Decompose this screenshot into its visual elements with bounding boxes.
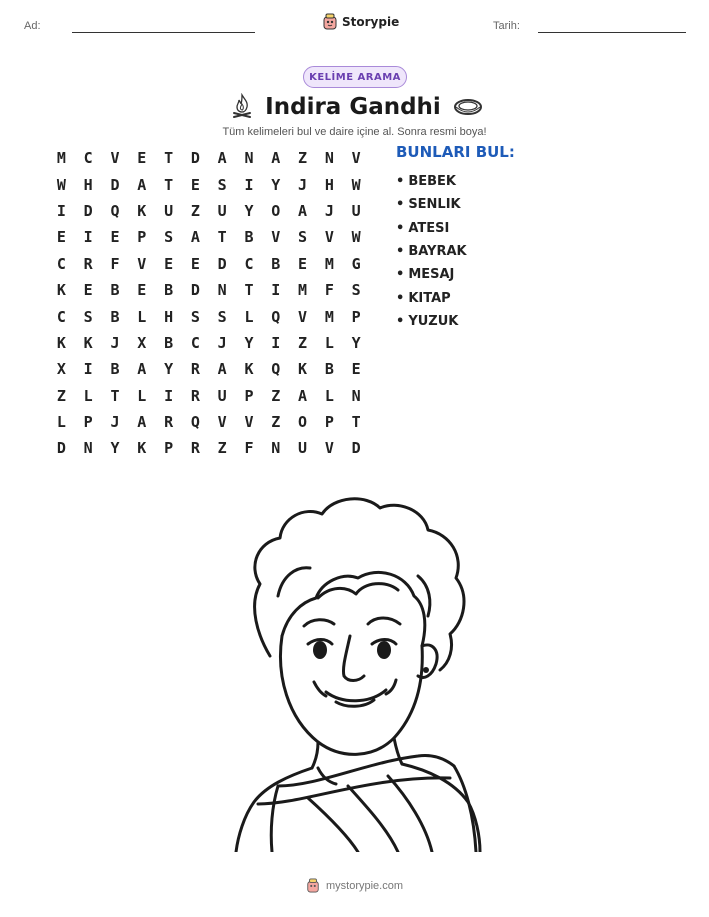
grid-letter[interactable]: E (164, 254, 174, 273)
grid-letter[interactable]: N (324, 149, 334, 168)
grid-letter[interactable]: L (324, 333, 334, 352)
word: YUZUK (408, 313, 459, 329)
grid-letter[interactable]: J (324, 201, 334, 220)
grid-letter[interactable]: S (351, 281, 361, 300)
grid-letter[interactable]: T (351, 413, 361, 432)
word: BEBEK (408, 174, 456, 190)
grid-letter[interactable]: V (271, 228, 281, 247)
grid-letter[interactable]: A (298, 201, 308, 220)
grid-letter[interactable]: Y (244, 333, 254, 352)
grid-letter[interactable]: Y (244, 201, 254, 220)
grid-letter[interactable]: V (298, 307, 308, 326)
grid-letter[interactable]: E (351, 360, 361, 379)
grid-letter[interactable]: B (164, 281, 174, 300)
date-line (538, 32, 686, 33)
grid-letter[interactable]: Z (298, 333, 308, 352)
grid-letter[interactable]: N (217, 281, 227, 300)
grid-letter[interactable]: D (217, 254, 227, 273)
grid-letter[interactable]: N (83, 439, 93, 458)
grid-row (48, 303, 370, 329)
grid-letter[interactable]: E (298, 254, 308, 273)
grid-letter[interactable]: T (110, 386, 120, 405)
grid-letter[interactable]: F (244, 439, 254, 458)
grid-letter[interactable]: Y (110, 439, 120, 458)
grid-letter[interactable]: D (190, 149, 200, 168)
grid-letter[interactable]: M (56, 149, 66, 168)
grid-letter[interactable]: C (244, 254, 254, 273)
grid-letter[interactable]: R (164, 413, 174, 432)
word-list-item (396, 193, 467, 216)
grid-letter[interactable]: U (217, 386, 227, 405)
grid-letter[interactable]: G (351, 254, 361, 273)
grid-row (48, 198, 370, 224)
bullet: • (396, 220, 405, 236)
grid-letter[interactable]: Z (56, 386, 66, 405)
word-list (396, 170, 467, 333)
grid-letter[interactable]: E (83, 281, 93, 300)
word-list-item (396, 217, 467, 240)
bullet: • (396, 313, 405, 329)
grid-letter[interactable]: D (190, 281, 200, 300)
grid-letter[interactable]: I (244, 175, 254, 194)
grid-letter[interactable]: J (110, 333, 120, 352)
page-title: Indira Gandhi (265, 94, 441, 120)
grid-letter[interactable]: A (137, 175, 147, 194)
grid-letter[interactable]: A (137, 413, 147, 432)
grid-letter[interactable]: N (244, 149, 254, 168)
instructions: Tüm kelimeleri bul ve daire içine al. Sonra resmi boya! (222, 126, 487, 138)
grid-letter[interactable]: B (324, 360, 334, 379)
grid-letter[interactable]: R (190, 360, 200, 379)
grid-letter[interactable]: U (298, 439, 308, 458)
grid-letter[interactable]: V (137, 254, 147, 273)
grid-row (48, 171, 370, 197)
brand-name: Storypie (342, 14, 400, 29)
grid-row (48, 277, 370, 303)
grid-letter[interactable]: D (110, 175, 120, 194)
name-line (72, 32, 255, 33)
grid-letter[interactable]: E (137, 281, 147, 300)
grid-letter[interactable]: I (83, 228, 93, 247)
activity-badge: KELİME ARAMA (303, 66, 407, 88)
grid-letter[interactable]: I (56, 201, 66, 220)
word-list-item (396, 286, 467, 309)
grid-letter[interactable]: M (324, 307, 334, 326)
footer (0, 878, 709, 893)
grid-letter[interactable]: I (164, 386, 174, 405)
grid-letter[interactable]: J (217, 333, 227, 352)
grid-letter[interactable]: Z (217, 439, 227, 458)
grid-row (48, 224, 370, 250)
storypie-mascot-icon (306, 878, 320, 893)
grid-letter[interactable]: V (110, 149, 120, 168)
footer-url: mystorypie.com (325, 879, 404, 892)
grid-letter[interactable]: Z (298, 149, 308, 168)
grid-letter[interactable]: C (83, 149, 93, 168)
grid-letter[interactable]: Z (271, 413, 281, 432)
grid-letter[interactable]: X (137, 333, 147, 352)
grid-letter[interactable]: D (83, 201, 93, 220)
grid-letter[interactable]: W (351, 175, 361, 194)
grid-letter[interactable]: L (244, 307, 254, 326)
word: BAYRAK (408, 244, 467, 260)
grid-letter[interactable]: E (190, 254, 200, 273)
grid-letter[interactable]: F (324, 281, 334, 300)
brand-logo (322, 13, 399, 30)
grid-letter[interactable]: V (351, 149, 361, 168)
grid-letter[interactable]: U (217, 201, 227, 220)
grid-letter[interactable]: Q (271, 307, 281, 326)
grid-letter[interactable]: A (298, 386, 308, 405)
grid-letter[interactable]: P (324, 413, 334, 432)
grid-row (48, 330, 370, 356)
grid-letter[interactable]: L (56, 413, 66, 432)
grid-letter[interactable]: I (271, 281, 281, 300)
bullet: • (396, 244, 405, 260)
word-list-item (396, 240, 467, 263)
grid-letter[interactable]: S (298, 228, 308, 247)
grid-letter[interactable]: S (217, 175, 227, 194)
grid-letter[interactable]: J (110, 413, 120, 432)
grid-letter[interactable]: W (351, 228, 361, 247)
grid-letter[interactable]: I (271, 333, 281, 352)
grid-letter[interactable]: K (298, 360, 308, 379)
grid-letter[interactable]: T (164, 175, 174, 194)
grid-letter[interactable]: K (137, 439, 147, 458)
grid-letter[interactable]: O (298, 413, 308, 432)
grid-letter[interactable]: J (298, 175, 308, 194)
grid-letter[interactable]: Y (351, 333, 361, 352)
grid-letter[interactable]: E (137, 149, 147, 168)
grid-letter[interactable]: E (110, 228, 120, 247)
grid-letter[interactable]: K (56, 281, 66, 300)
word: SENLIK (408, 197, 461, 213)
grid-letter[interactable]: C (56, 254, 66, 273)
grid-letter[interactable]: A (271, 149, 281, 168)
grid-letter[interactable]: S (164, 228, 174, 247)
grid-letter[interactable]: M (324, 254, 334, 273)
grid-letter[interactable]: U (351, 201, 361, 220)
date-label: Tarih: (493, 20, 520, 32)
ring-icon (453, 97, 483, 117)
grid-letter[interactable]: A (190, 228, 200, 247)
grid-letter[interactable]: H (324, 175, 334, 194)
bullet: • (396, 290, 405, 306)
grid-letter[interactable]: P (83, 413, 93, 432)
name-label: Ad: (24, 20, 41, 32)
grid-row (48, 383, 370, 409)
grid-letter[interactable]: R (190, 439, 200, 458)
campfire-icon (231, 93, 253, 121)
grid-letter[interactable]: L (137, 307, 147, 326)
grid-letter[interactable]: B (244, 228, 254, 247)
grid-letter[interactable]: C (190, 333, 200, 352)
grid-letter[interactable]: V (217, 413, 227, 432)
bullet: • (396, 174, 405, 190)
grid-letter[interactable]: V (244, 413, 254, 432)
grid-letter[interactable]: B (271, 254, 281, 273)
grid-letter[interactable]: B (110, 360, 120, 379)
grid-letter[interactable]: D (351, 439, 361, 458)
grid-letter[interactable]: B (110, 307, 120, 326)
grid-letter[interactable]: N (351, 386, 361, 405)
grid-letter[interactable]: Q (190, 413, 200, 432)
grid-letter[interactable]: Y (164, 360, 174, 379)
word-list-item (396, 170, 467, 193)
grid-row (48, 145, 370, 171)
grid-letter[interactable]: R (83, 254, 93, 273)
word: KITAP (408, 290, 451, 306)
grid-letter[interactable]: B (164, 333, 174, 352)
grid-letter[interactable]: H (164, 307, 174, 326)
bullet: • (396, 197, 405, 213)
grid-letter[interactable]: P (351, 307, 361, 326)
letter-grid (48, 145, 370, 462)
grid-letter[interactable]: X (56, 360, 66, 379)
grid-letter[interactable]: K (137, 201, 147, 220)
grid-letter[interactable]: D (56, 439, 66, 458)
word: ATESI (408, 220, 450, 236)
grid-letter[interactable]: V (324, 228, 334, 247)
grid-letter[interactable]: Q (271, 360, 281, 379)
grid-letter[interactable]: S (217, 307, 227, 326)
grid-letter[interactable]: F (110, 254, 120, 273)
grid-letter[interactable]: S (190, 307, 200, 326)
title-row (231, 90, 483, 124)
grid-letter[interactable]: K (83, 333, 93, 352)
grid-letter[interactable]: S (83, 307, 93, 326)
grid-letter[interactable]: U (164, 201, 174, 220)
indira-gandhi-illustration (218, 486, 488, 852)
grid-letter[interactable]: N (271, 439, 281, 458)
grid-letter[interactable]: A (217, 360, 227, 379)
grid-letter[interactable]: A (217, 149, 227, 168)
grid-letter[interactable]: L (137, 386, 147, 405)
grid-letter[interactable]: R (190, 386, 200, 405)
word-list-item (396, 263, 467, 286)
grid-letter[interactable]: K (56, 333, 66, 352)
grid-letter[interactable]: Q (110, 201, 120, 220)
grid-letter[interactable]: P (244, 386, 254, 405)
bullet: • (396, 267, 405, 283)
grid-letter[interactable]: B (110, 281, 120, 300)
grid-letter[interactable]: Z (190, 201, 200, 220)
grid-letter[interactable]: L (83, 386, 93, 405)
grid-letter[interactable]: I (83, 360, 93, 379)
grid-letter[interactable]: K (244, 360, 254, 379)
word: MESAJ (408, 267, 455, 283)
grid-letter[interactable]: M (298, 281, 308, 300)
grid-letter[interactable]: T (164, 149, 174, 168)
grid-letter[interactable]: Y (271, 175, 281, 194)
grid-letter[interactable]: W (56, 175, 66, 194)
storypie-mascot-icon (322, 13, 338, 30)
grid-row (48, 409, 370, 435)
grid-letter[interactable]: P (137, 228, 147, 247)
grid-letter[interactable]: V (324, 439, 334, 458)
grid-letter[interactable]: Z (271, 386, 281, 405)
word-list-title: BUNLARI BUL: (396, 143, 515, 161)
grid-letter[interactable]: E (190, 175, 200, 194)
grid-letter[interactable]: T (217, 228, 227, 247)
grid-row (48, 435, 370, 461)
grid-letter[interactable]: C (56, 307, 66, 326)
grid-letter[interactable]: O (271, 201, 281, 220)
grid-row (48, 356, 370, 382)
grid-letter[interactable]: H (83, 175, 93, 194)
word-list-item (396, 310, 467, 333)
grid-letter[interactable]: T (244, 281, 254, 300)
grid-letter[interactable]: A (137, 360, 147, 379)
grid-row (48, 251, 370, 277)
grid-letter[interactable]: P (164, 439, 174, 458)
grid-letter[interactable]: L (324, 386, 334, 405)
grid-letter[interactable]: E (56, 228, 66, 247)
